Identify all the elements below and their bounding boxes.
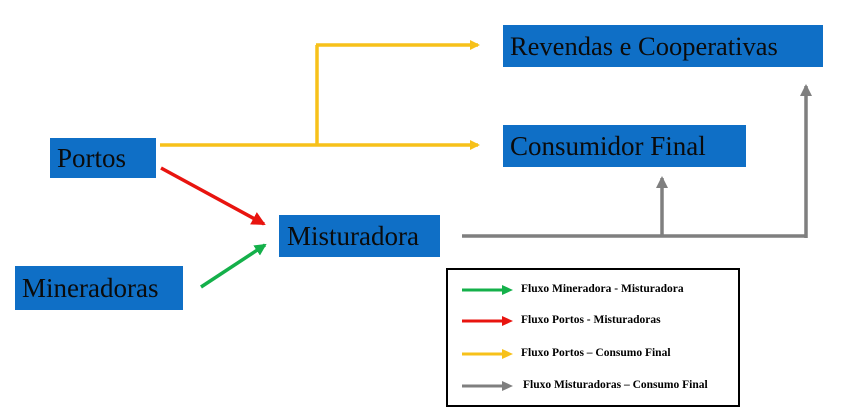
legend-item-mineradora-misturadora (448, 280, 738, 300)
green-arrow-icon (460, 283, 514, 297)
legend-label: Fluxo Misturadoras – Consumo Final (523, 379, 708, 391)
node-mineradoras-label: Mineradoras (22, 272, 159, 303)
node-revendas-cooperativas (503, 25, 823, 67)
node-misturadora (279, 215, 440, 257)
node-mineradoras (15, 266, 183, 310)
flow-portos-misturadoras (161, 168, 264, 224)
legend (446, 268, 740, 407)
node-portos (50, 138, 156, 178)
legend-label: Fluxo Mineradora - Misturadora (521, 283, 684, 295)
node-misturadora-label: Misturadora (287, 220, 419, 251)
legend-label: Fluxo Portos – Consumo Final (521, 347, 671, 359)
flow-portos-consumo-final (160, 45, 478, 146)
node-revendas-label: Revendas e Cooperativas (510, 30, 778, 61)
node-consumidor-label: Consumidor Final (510, 130, 706, 161)
flow-mineradora-misturadora (201, 245, 265, 287)
red-arrow-icon (460, 314, 514, 328)
node-consumidor-final (503, 125, 746, 167)
gray-arrow-icon (460, 379, 514, 393)
node-portos-label: Portos (57, 142, 127, 173)
legend-label: Fluxo Portos - Misturadoras (521, 314, 661, 326)
yellow-arrow-icon (460, 347, 514, 361)
legend-item-misturadoras-consumo-final (448, 376, 738, 396)
legend-item-portos-misturadoras (448, 311, 738, 331)
legend-item-portos-consumo-final (448, 344, 738, 364)
